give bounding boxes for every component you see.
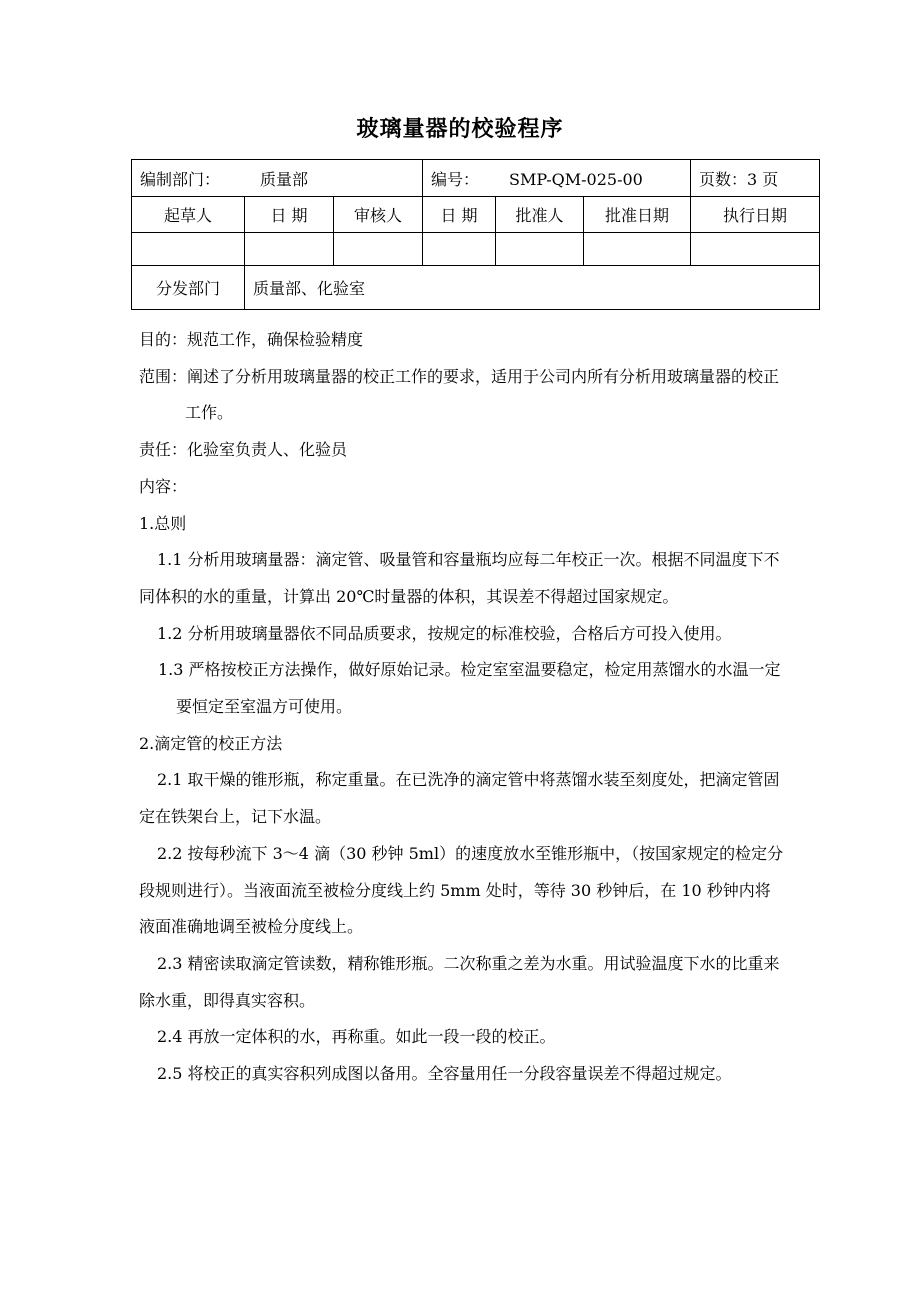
col-draft-date: 日 期	[245, 197, 334, 233]
col-effective-date: 执行日期	[691, 197, 820, 233]
code-value: SMP-QM-025-00	[509, 169, 643, 189]
empty-cell	[691, 233, 820, 266]
scope-line: 范围：阐述了分析用玻璃量器的校正工作的要求，适用于公司内所有分析用玻璃量器的校正工作。	[139, 366, 780, 423]
dept-label: 编制部门：	[140, 169, 221, 189]
document-header-table	[131, 159, 820, 310]
section-2-2: 2.2 按每秒流下 3～4 滴（30 秒钟 5ml）的速度放水至锥形瓶中，（按国家规定的检定分段规则进行）。当液面流至被检分度线上约 5mm 处时，等待 30 秒钟后，在 10 秒钟内将液面准确地调至被检分度线上。	[139, 843, 784, 937]
section-1-1: 1.1 分析用玻璃量器：滴定管、吸量管和容量瓶均应每二年校正一次。根据不同温度下不同体积的水的重量，计算出 20℃时量器的体积，其误差不得超过国家规定。	[139, 550, 780, 606]
section-1-title: 1.总则	[139, 513, 187, 533]
empty-cell	[423, 233, 496, 266]
section-2-title: 2.滴定管的校正方法	[139, 733, 283, 753]
document-title: 玻璃量器的校验程序	[356, 116, 564, 142]
col-review-date: 日 期	[423, 197, 496, 233]
empty-cell	[132, 233, 245, 266]
col-drafter: 起草人	[132, 197, 245, 233]
empty-cell	[584, 233, 691, 266]
empty-cell	[245, 233, 334, 266]
contents-label: 内容：	[139, 476, 188, 496]
document-body	[139, 322, 784, 1093]
section-2-5: 2.5 将校正的真实容积列成图以备用。全容量用任一分段容量误差不得超过规定。	[157, 1064, 732, 1084]
code-label: 编号：	[431, 169, 480, 189]
section-2-3: 2.3 精密读取滴定管读数，精称锥形瓶。二次称重之差为水重。用试验温度下水的比重来除水重，即得真实容积。	[139, 953, 780, 1010]
purpose-line: 目的：规范工作，确保检验精度	[139, 330, 364, 349]
empty-cell	[496, 233, 584, 266]
dist-label: 分发部门	[132, 266, 245, 310]
col-approver: 批准人	[496, 197, 584, 233]
responsibility-line: 责任：化验室负责人、化验员	[139, 440, 348, 460]
dist-value: 质量部、化验室	[245, 266, 820, 310]
dept-cell	[132, 160, 423, 197]
empty-cell	[334, 233, 423, 266]
section-2-1: 2.1 取干燥的锥形瓶，称定重量。在已洗净的滴定管中将蒸馏水装至刻度处，把滴定管固定在铁架台上，记下水温。	[139, 770, 780, 827]
section-1-3: 1.3 严格按校正方法操作，做好原始记录。检定室室温要稳定，检定用蒸馏水的水温一定要恒定至室温方可使用。	[158, 660, 781, 717]
col-reviewer: 审核人	[334, 197, 423, 233]
section-2-4: 2.4 再放一定体积的水，再称重。如此一段一段的校正。	[157, 1027, 556, 1047]
pages-cell: 页数：3 页	[691, 160, 820, 197]
code-cell	[423, 160, 691, 197]
section-1-2: 1.2 分析用玻璃量器依不同品质要求，按规定的标准校验，合格后方可投入使用。	[157, 623, 732, 643]
dept-value: 质量部	[260, 169, 309, 189]
col-approval-date: 批准日期	[584, 197, 691, 233]
